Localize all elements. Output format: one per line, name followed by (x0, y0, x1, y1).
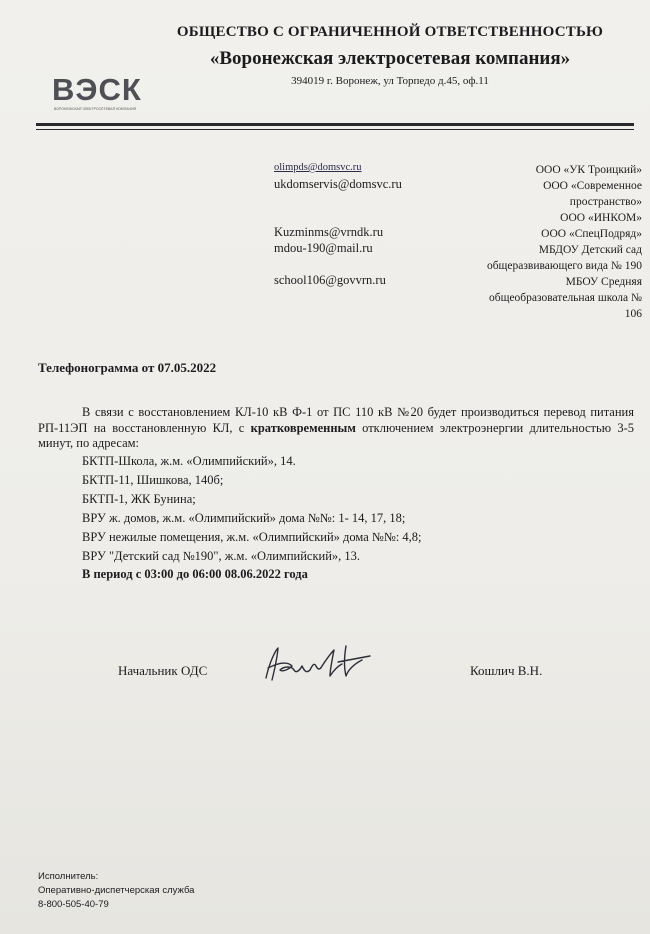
footer-phone: 8-800-505-40-79 (38, 899, 109, 910)
intro-paragraph (38, 405, 634, 452)
email-item: Kuzminms@vrndk.ru (274, 225, 384, 239)
address-item: БКТП-1, ЖК Бунина; (82, 491, 196, 506)
company-logo (52, 74, 160, 118)
recipient-line: МБДОУ Детский сад (538, 244, 642, 256)
address-item: ВРУ "Детский сад №190", ж.м. «Олимпийский», 13. (82, 548, 361, 563)
footer-label: Исполнитель: (38, 871, 99, 882)
recipient-line: ООО «ИНКОМ» (560, 212, 642, 224)
recipient-line: ООО «Современное (543, 180, 642, 192)
outage-period: В период с 03:00 до 06:00 08.06.2022 года (82, 566, 308, 581)
org-address: 394019 г. Воронеж, ул Торпедо д.45, оф.11 (291, 75, 489, 87)
recipient-line: пространство» (569, 196, 642, 208)
recipient-line: 106 (624, 308, 642, 320)
logo-caption: ВОРОНЕЖСКАЯ ЭЛЕКТРОСЕТЕВАЯ КОМПАНИЯ (54, 107, 137, 111)
signatory-name: Кошлич В.Н. (470, 663, 543, 678)
message-body (38, 405, 634, 583)
address-item: БКТП-11, Шишкова, 140б; (82, 472, 224, 487)
header-divider-thick (36, 123, 634, 126)
email-item: olimpds@domsvc.ru (274, 162, 362, 173)
logo-text: ВЭСК (52, 72, 142, 107)
email-item: mdou-190@mail.ru (274, 241, 373, 255)
recipient-line: общеобразовательная школа № (488, 292, 642, 304)
intro-text-end: отключением электроэнергии длительностью 3-5 минут, по адресам: (38, 420, 634, 450)
header-divider-thin (36, 129, 634, 130)
address-item: ВРУ нежилые помещения, ж.м. «Олимпийский» дома №№: 4,8; (82, 529, 422, 544)
email-item: school106@govvrn.ru (274, 273, 386, 287)
recipient-line: МБОУ Средняя (565, 276, 642, 288)
email-item: ukdomservis@domsvc.ru (274, 177, 402, 191)
recipient-line: ООО «УК Троицкий» (535, 164, 642, 176)
address-item: ВРУ ж. домов, ж.м. «Олимпийский» дома №№: 1- 14, 17, 18; (82, 510, 406, 525)
org-type: ОБЩЕСТВО С ОГРАНИЧЕННОЙ ОТВЕТСТВЕННОСТЬЮ (176, 24, 604, 40)
address-list (38, 452, 634, 566)
recipient-line: ООО «СпецПодряд» (541, 228, 642, 240)
footer-contact (38, 870, 194, 912)
address-item: БКТП-Школа, ж.м. «Олимпийский», 14. (82, 453, 296, 468)
intro-text-start: В связи с восстановлением КЛ-10 кВ Ф-1 от ПС 110 кВ №20 будет производиться перевод питания РП-11ЭП на восстановленную КЛ, с (38, 405, 634, 435)
telephonogram-title: Телефонограмма от 07.05.2022 (38, 360, 217, 375)
signatory-role: Начальник ОДС (118, 663, 208, 678)
recipient-line: общеразвивающего вида № 190 (486, 260, 642, 272)
org-name: «Воронежская электросетевая компания» (209, 48, 571, 69)
recipient-list (430, 162, 642, 322)
footer-department: Оперативно-диспетчерская служба (38, 885, 195, 896)
intro-text-bold: кратковременным (250, 420, 356, 435)
handwritten-signature (258, 640, 378, 690)
